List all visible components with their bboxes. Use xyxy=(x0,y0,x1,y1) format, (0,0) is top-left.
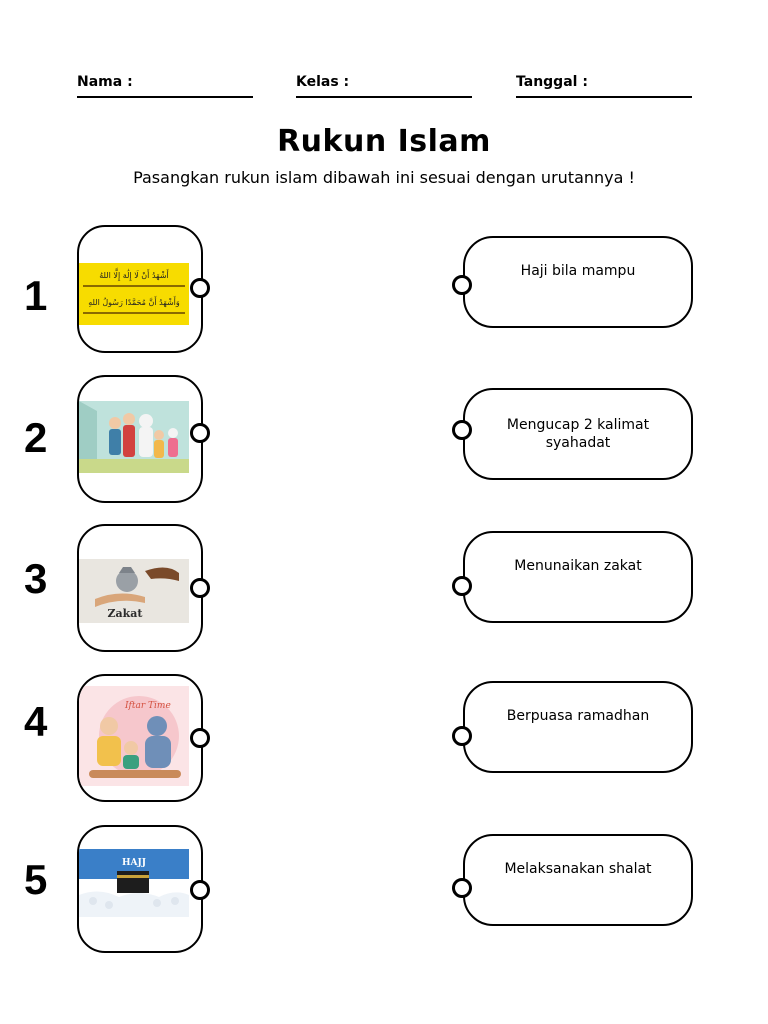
name-field[interactable] xyxy=(77,74,133,90)
connector-right-4[interactable] xyxy=(452,726,472,746)
left-card-5 xyxy=(77,825,203,953)
answer-card-1 xyxy=(463,236,693,328)
connector-left-1[interactable] xyxy=(190,278,210,298)
answer-label-4: Berpuasa ramadhan xyxy=(506,708,650,724)
class-field[interactable] xyxy=(296,74,349,90)
hajj-caption: HAJJ xyxy=(121,858,147,868)
connector-right-5[interactable] xyxy=(452,878,472,898)
connector-left-5[interactable] xyxy=(190,880,210,900)
connector-left-3[interactable] xyxy=(190,578,210,598)
class-line[interactable] xyxy=(296,96,472,98)
connector-right-2[interactable] xyxy=(452,420,472,440)
answer-card-4 xyxy=(463,681,693,773)
connector-right-3[interactable] xyxy=(452,576,472,596)
date-line[interactable] xyxy=(516,96,692,98)
name-line[interactable] xyxy=(77,96,253,98)
arabic-line-1: أَشْهَدُ أَنْ لَا إِلَٰهَ إِلَّا اللهُ xyxy=(99,271,169,280)
answer-label-5: Melaksanakan shalat xyxy=(504,861,652,877)
date-field[interactable] xyxy=(516,74,588,90)
instruction: Pasangkan rukun islam dibawah ini sesuai dengan urutannya ! xyxy=(133,168,635,187)
left-card-1 xyxy=(77,225,203,353)
zakat-caption: Zakat xyxy=(107,607,143,620)
answer-label-3: Menunaikan zakat xyxy=(514,558,642,574)
date-label: Tanggal : xyxy=(516,74,588,90)
connector-left-2[interactable] xyxy=(190,423,210,443)
number-5: 5 xyxy=(24,856,48,903)
family-praying-image xyxy=(79,401,189,473)
connector-left-4[interactable] xyxy=(190,728,210,748)
page-title: Rukun Islam xyxy=(277,124,491,159)
iftar-family-image xyxy=(79,686,189,786)
answer-card-2 xyxy=(463,388,693,480)
arabic-line-2: وَأَشْهَدُ أَنَّ مُحَمَّدًا رَسُولُ اللهِ xyxy=(88,298,180,307)
left-card-3 xyxy=(77,524,203,652)
left-card-4 xyxy=(77,674,203,802)
syahadat-image xyxy=(79,263,189,325)
zakat-image xyxy=(79,559,189,623)
number-1: 1 xyxy=(24,272,48,319)
connector-right-1[interactable] xyxy=(452,275,472,295)
answer-label-2: Mengucap 2 kalimat syahadat xyxy=(506,417,650,451)
left-card-2 xyxy=(77,375,203,503)
hajj-image xyxy=(79,849,189,917)
number-4: 4 xyxy=(24,698,48,745)
class-label: Kelas : xyxy=(296,74,350,90)
iftar-caption: Iftar Time xyxy=(125,701,171,711)
answer-label-1: Haji bila mampu xyxy=(520,263,636,279)
number-2: 2 xyxy=(24,414,48,461)
answer-card-5 xyxy=(463,834,693,926)
name-label: Nama : xyxy=(77,74,133,90)
number-3: 3 xyxy=(24,555,48,602)
answer-card-3 xyxy=(463,531,693,623)
